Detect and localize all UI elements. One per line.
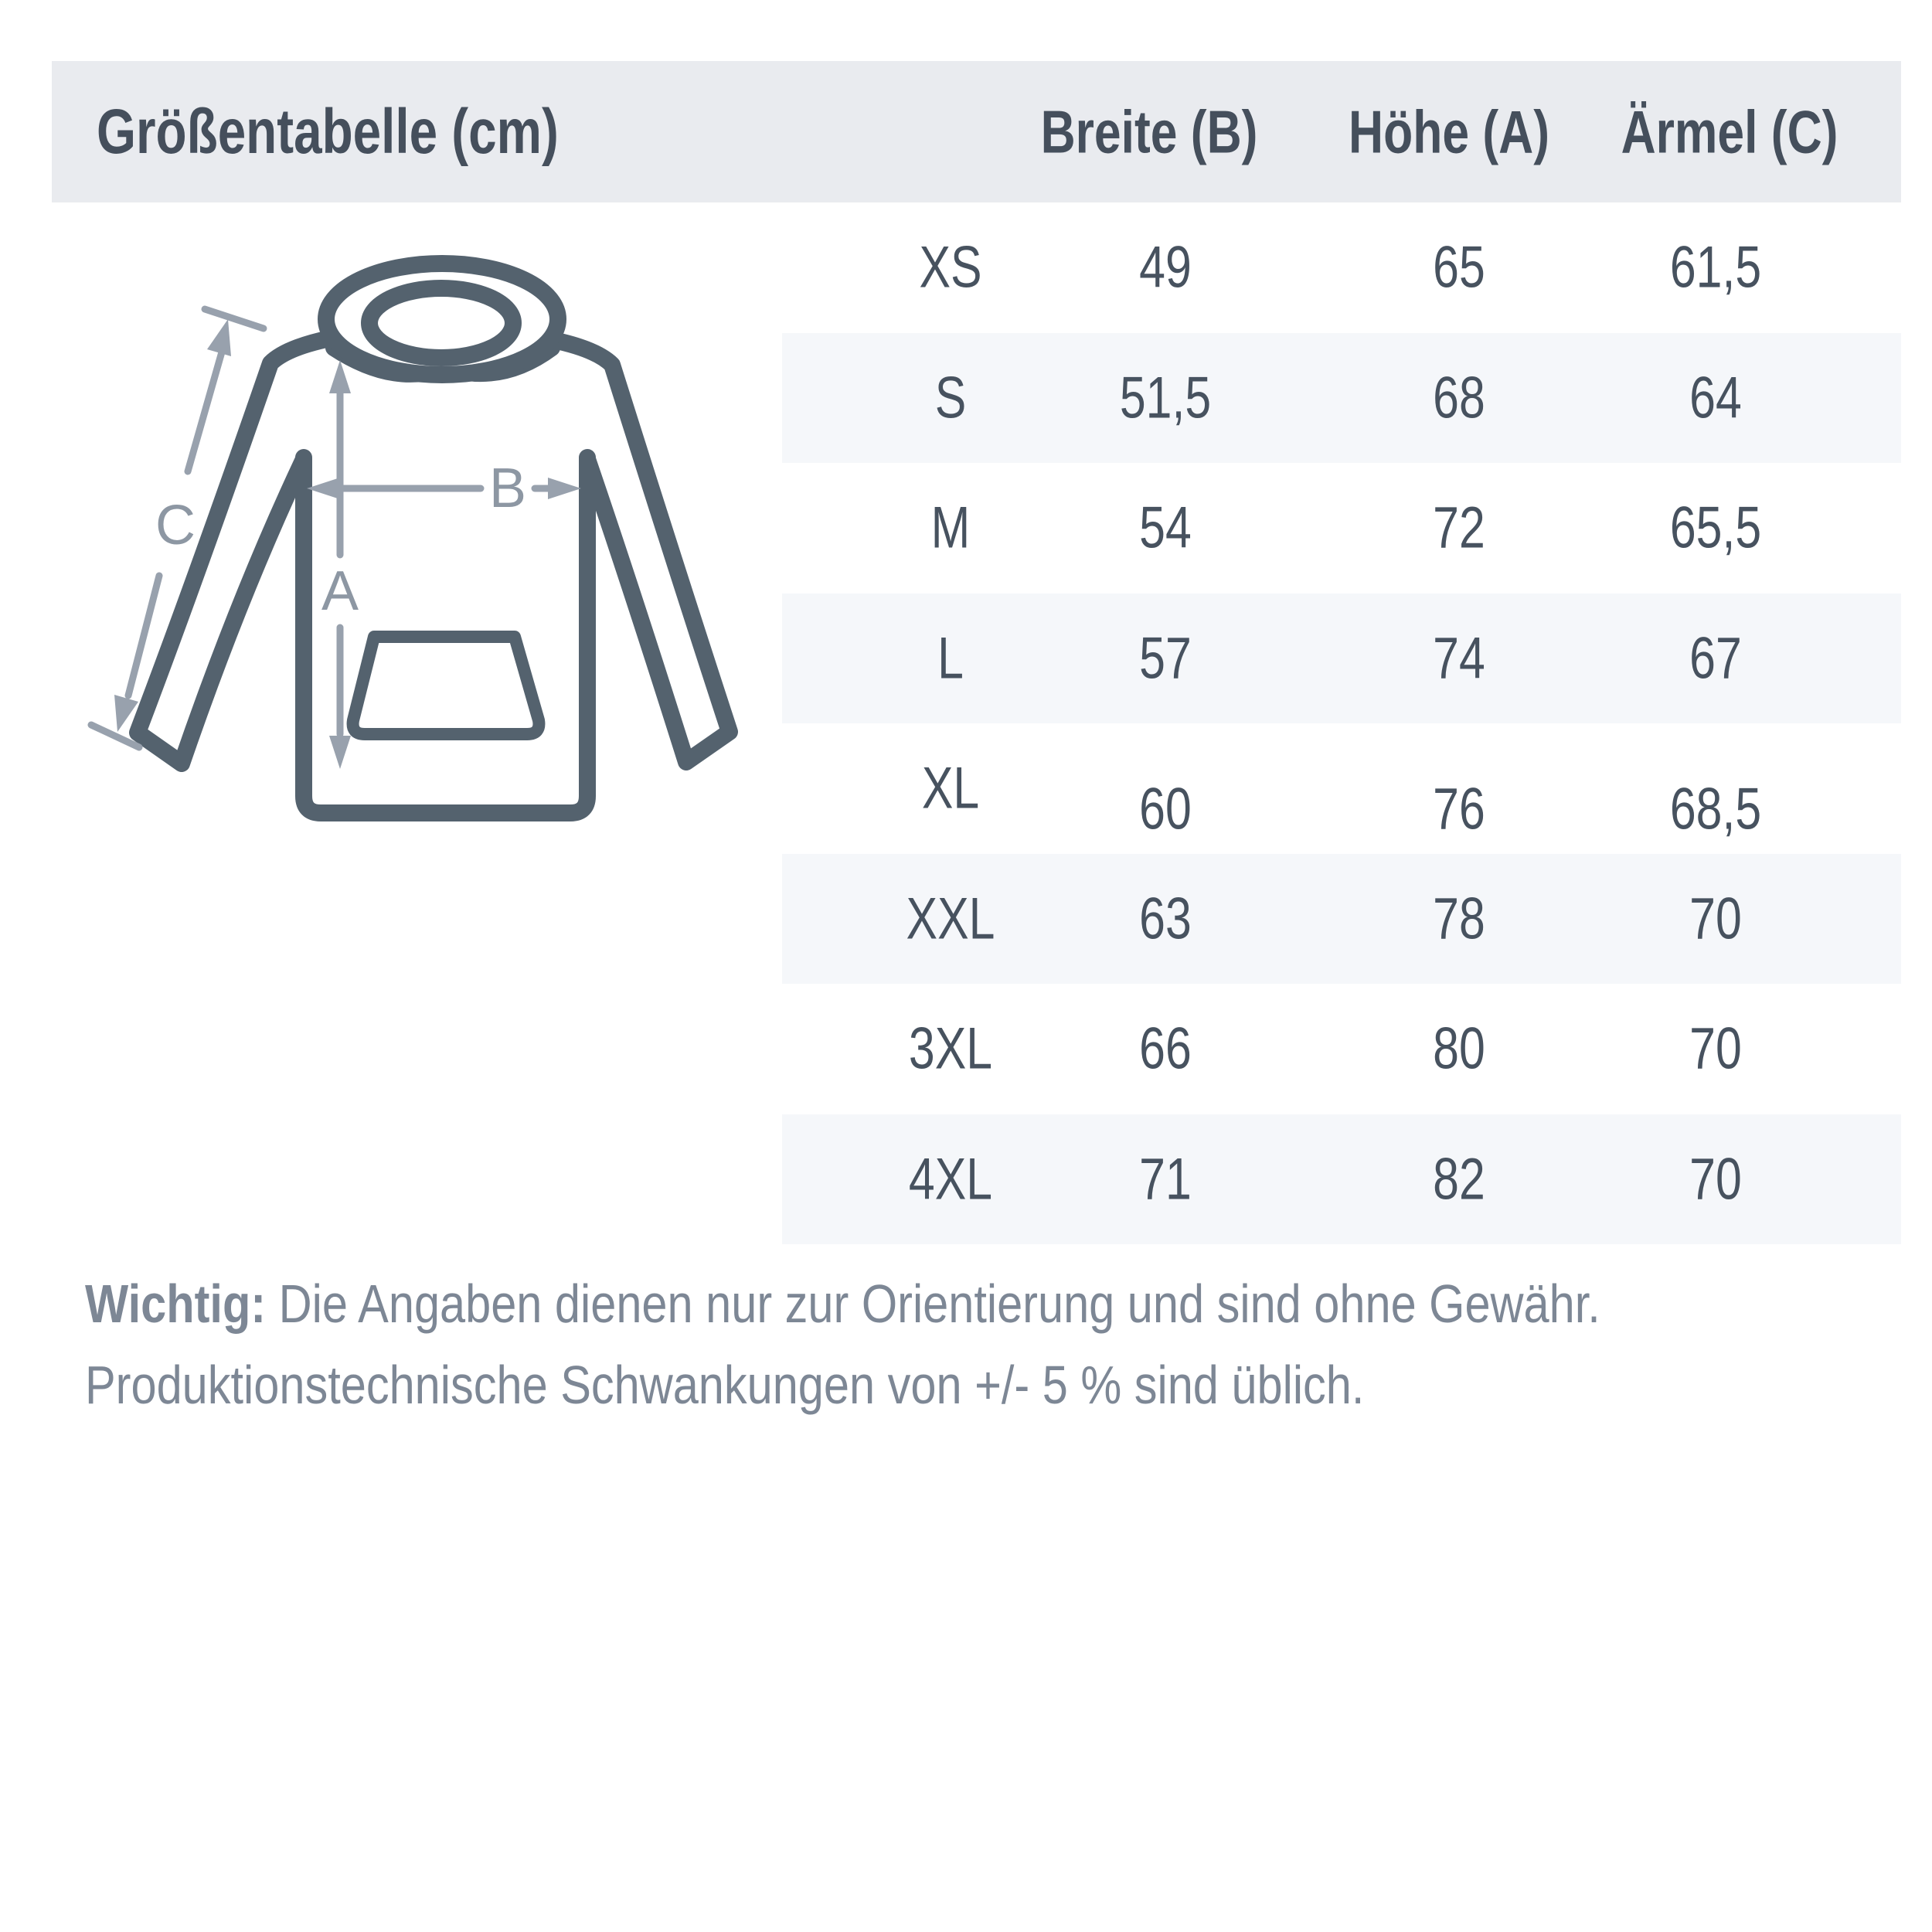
footer-line-1-text: Die Angaben dienen nur zur Orientierung und sind ohne Gewähr. [266, 1274, 1600, 1334]
table-row [782, 594, 1901, 724]
aermel-value: 64 [1689, 365, 1742, 431]
size-label: 4XL [908, 1146, 993, 1213]
measure-label-c: C [155, 495, 196, 556]
table-row [782, 1114, 1901, 1245]
table-row [782, 463, 1901, 594]
aermel-value: 70 [1689, 886, 1742, 952]
footer-line-1 [85, 1264, 1629, 1345]
breite-value: 71 [1139, 1146, 1192, 1213]
hoehe-value: 82 [1433, 1146, 1485, 1213]
hoehe-value: 72 [1433, 495, 1485, 561]
size-label: XS [919, 234, 982, 301]
aermel-value: 65,5 [1669, 495, 1762, 561]
measure-arrow-b [307, 457, 581, 519]
size-label: XXL [906, 886, 995, 952]
hoehe-value: 80 [1433, 1015, 1485, 1082]
aermel-value: 70 [1689, 1015, 1742, 1082]
footer-note [85, 1264, 1901, 1426]
breite-value: 66 [1139, 1015, 1192, 1082]
measure-label-a: A [321, 560, 359, 622]
table-row [782, 202, 1901, 333]
column-header-breite: Breite (B) [1040, 97, 1258, 165]
breite-value: 57 [1139, 625, 1192, 692]
table-row [782, 333, 1901, 464]
column-header-hoehe: Höhe (A) [1349, 97, 1549, 165]
table-header-band [52, 61, 1901, 202]
table-row [782, 854, 1901, 985]
size-label: L [937, 625, 964, 692]
size-label: S [934, 365, 967, 431]
hoodie-pocket [353, 637, 539, 734]
size-table-rows [782, 202, 1901, 1244]
measure-arrow-c [91, 309, 264, 747]
breite-value: 51,5 [1119, 365, 1212, 431]
column-header-aermel: Ärmel (C) [1621, 97, 1838, 165]
breite-value: 63 [1139, 886, 1192, 952]
measure-label-b: B [488, 457, 527, 519]
hoehe-value: 65 [1433, 234, 1485, 301]
size-label: M [930, 495, 971, 561]
size-label: 3XL [908, 1015, 993, 1082]
breite-value: 54 [1139, 495, 1192, 561]
page-title: Größentabelle (cm) [97, 96, 559, 167]
hoehe-value: 74 [1433, 625, 1485, 692]
aermel-value: 61,5 [1669, 234, 1762, 301]
table-row [782, 723, 1901, 854]
hoodie-hood-opening [369, 288, 513, 358]
breite-value: 60 [1139, 776, 1192, 842]
aermel-value: 67 [1689, 625, 1742, 692]
size-label: XL [921, 755, 980, 821]
aermel-value: 70 [1689, 1146, 1742, 1213]
hoehe-value: 78 [1433, 886, 1485, 952]
hoodie-measurement-diagram [77, 247, 788, 858]
hoehe-value: 68 [1433, 365, 1485, 431]
footer-important-label: Wichtig: [85, 1274, 267, 1334]
aermel-value: 68,5 [1669, 776, 1762, 842]
table-row [782, 984, 1901, 1114]
breite-value: 49 [1139, 234, 1192, 301]
footer-line-2: Produktionstechnische Schwankungen von +/- 5 % sind üblich. [85, 1355, 1365, 1415]
hoehe-value: 76 [1433, 776, 1485, 842]
